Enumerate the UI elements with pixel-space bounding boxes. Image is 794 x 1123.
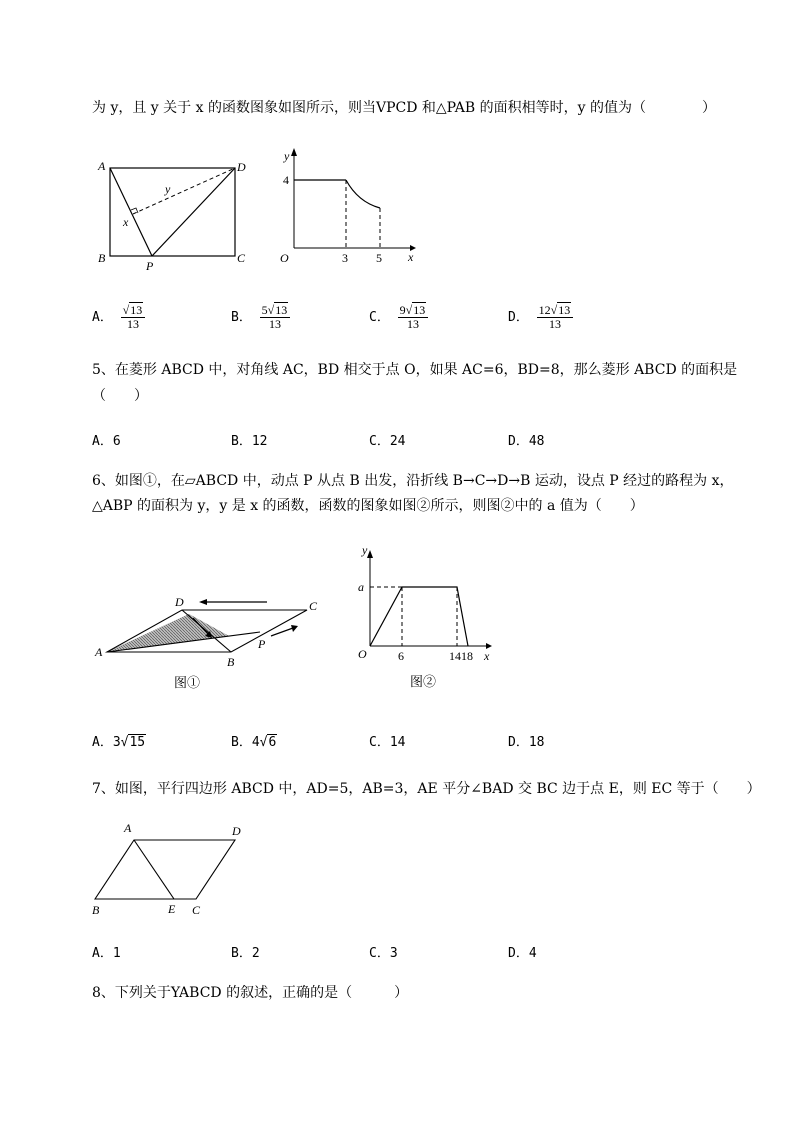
q6-figure-parallelogram [95, 590, 335, 700]
q5-option-b[interactable]: B．12 [231, 434, 268, 449]
q4-option-a[interactable]: A． $\frac{√13}{13}$ [92, 304, 145, 331]
q4-stem: 为 y，且 y 关于 x 的函数图象如图所示，则当VPCD 和△PAB 的面积相等时，y 的值为（ ） [92, 100, 716, 116]
q4-option-d[interactable]: D． $\frac{12√13}{13}$ [508, 304, 573, 331]
figure-caption-2: 图② [410, 674, 437, 689]
tick-a: a [358, 580, 364, 594]
label-B: B [227, 655, 235, 669]
origin-label: O [280, 251, 289, 265]
q7-option-a[interactable]: A．1 [92, 946, 121, 961]
label-C: C [309, 599, 318, 613]
tick-4: 4 [283, 173, 289, 187]
q5-option-d[interactable]: D．48 [508, 434, 545, 449]
tick-6: 6 [398, 649, 404, 663]
label-C: C [192, 903, 201, 917]
q7-option-d[interactable]: D．4 [508, 946, 537, 961]
q8-stem: 8、下列关于YABCD 的叙述，正确的是（ ） [92, 985, 409, 1001]
label-B: B [98, 251, 106, 265]
q4-option-c[interactable]: C． $\frac{9√13}{13}$ [369, 304, 428, 331]
q5-stem-line1: 5、在菱形 ABCD 中，对角线 AC，BD 相交于点 O，如果 AC=6，BD=8，那么菱形 ABCD 的面积是 [92, 362, 738, 378]
q7-option-c[interactable]: C．3 [369, 946, 398, 961]
label-P: P [258, 637, 266, 651]
q4-figure-rectangle [95, 158, 255, 273]
label-D: D [175, 595, 184, 609]
label-D: D [232, 824, 241, 838]
tick-14: 14 [449, 649, 461, 663]
origin-label: O [358, 647, 367, 661]
q6-stem-line1: 6、如图①，在▱ABCD 中，动点 P 从点 B 出发，沿折线 B→C→D→B 运动，设点 P 经过的路程为 x， [92, 473, 734, 489]
q6-option-a[interactable]: A．3√15 [92, 735, 146, 750]
q6-option-d[interactable]: D．18 [508, 735, 545, 750]
q7-stem: 7、如图，平行四边形 ABCD 中，AD=5，AB=3，AE 平分∠BAD 交 BC 边于点 E，则 EC 等于（ ） [92, 781, 761, 797]
axis-x-label: x [408, 250, 414, 264]
label-A: A [98, 159, 106, 173]
label-x: x [123, 215, 129, 229]
label-A: A [95, 645, 103, 659]
q6-option-b[interactable]: B．4√6 [231, 735, 277, 750]
label-B: B [92, 903, 100, 917]
q5-option-a[interactable]: A．6 [92, 434, 121, 449]
tick-3: 3 [342, 251, 348, 265]
figure-caption-1: 图① [174, 675, 201, 690]
q5-stem-line2: （ ） [92, 388, 148, 404]
label-C: C [237, 251, 246, 265]
label-P: P [146, 259, 154, 273]
axis-y-label: y [362, 543, 368, 557]
axis-x-label: x [484, 649, 490, 663]
q6-option-c[interactable]: C．14 [369, 735, 406, 750]
q7-figure-parallelogram [90, 820, 260, 920]
tick-5: 5 [376, 251, 382, 265]
q6-stem-line2: △ABP 的面积为 y，y 是 x 的函数，函数的图象如图②所示，则图②中的 a 值为（ ） [92, 498, 644, 514]
label-D: D [237, 160, 246, 174]
q4-option-b[interactable]: B． $\frac{5√13}{13}$ [231, 304, 290, 331]
label-A: A [124, 821, 132, 835]
q4-figure-graph [270, 148, 420, 268]
label-E: E [168, 902, 176, 916]
label-y: y [165, 182, 171, 196]
tick-18: 18 [461, 649, 473, 663]
q6-figure-graph [352, 540, 502, 695]
q7-option-b[interactable]: B．2 [231, 946, 260, 961]
axis-y-label: y [284, 149, 290, 163]
q5-option-c[interactable]: C．24 [369, 434, 406, 449]
